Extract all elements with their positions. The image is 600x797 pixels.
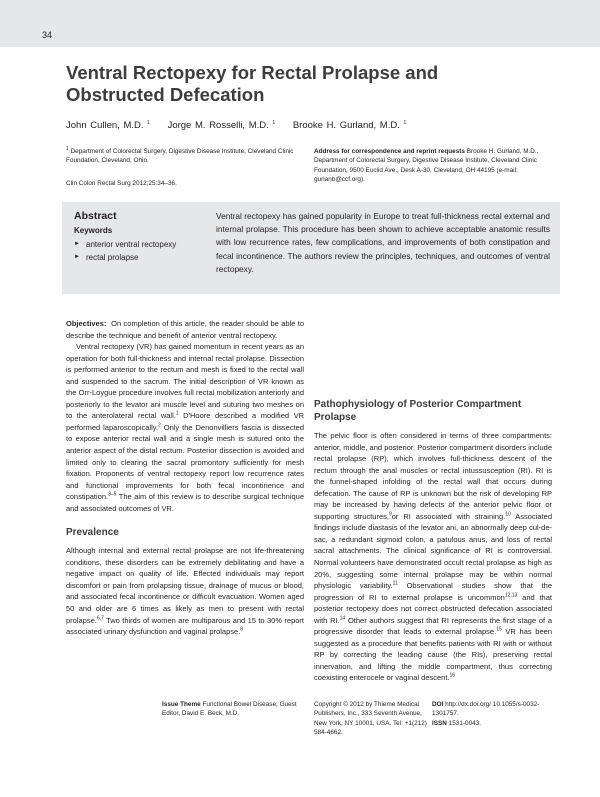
abstract-heading: Abstract <box>74 210 117 222</box>
author: Brooke H. Gurland, M.D. $^1$ <box>292 119 407 131</box>
section-heading-prevalence: Prevalence <box>66 527 119 539</box>
keywords-list <box>74 238 194 264</box>
section-heading-pathophysiology: Pathophysiology of Posterior Compartment Prolapse <box>314 399 522 423</box>
header-band <box>0 0 600 47</box>
copyright-notice: Copyright © 2012 by Thieme Medical Publishers, Inc., 333 Seventh Avenue, New York, NY 10001, USA. Tel: +1(212) 584-4662. <box>314 701 427 737</box>
objectives-paragraph: Objectives: On completion of this article, the reader should be able to describe the technique and benefit of anterior ventral rectopexy. <box>66 319 304 340</box>
author: John Cullen, M.D. $^1$ <box>66 119 150 131</box>
author-list <box>66 120 420 131</box>
doi-link[interactable]: http://dx.doi.org/ 10.1055/s-0032-1301757. <box>432 701 540 718</box>
article-title: Ventral Rectopexy for Rectal Prolapse and Obstructed Defecation <box>66 62 439 105</box>
doi-issn: DOI http://dx.doi.org/ 10.1055/s-0032-1301757. ISSN 1531-0043. <box>432 701 540 727</box>
keyword-item: ► rectal prolapse <box>74 251 194 264</box>
keyword-item: ► anterior ventral rectopexy <box>74 238 194 251</box>
body-column-right <box>314 398 552 684</box>
journal-citation: Clin Colon Rectal Surg 2012;25:34–36. <box>66 180 177 187</box>
author: Jorge M. Rosselli, M.D. $^1$ <box>167 119 276 131</box>
intro-paragraph: Ventral rectopexy (VR) has gained momentum in recent years as an operation for both full-thickness and internal rectal prolapse. Dissection is performed anterior to the rectum and mesh is fixed to the rectal wall and suspended to the sacrum. The initial description of VR known as the Orr-Loygue procedure involves full rectal mobilization anteriorly and posteriorly to the levator ani muscle level and suturing two meshes on to the anterolateral rectal wall.$^1$ D'Hoore described a modified VR performed laparoscopically.$^2$ Only the Denonvilliers fascia is dissected to expose anterior rectal wall and a single mesh is sutured onto the anterior aspect of the distal rectum. Posterior dissection is avoided and limited only to clearing the sacral promontory sufficiently for mesh fixation. Proponents of ventral rectopexy report low recurrence rates and functional improvements for both fecal incontinence and constipation.$^{3-5}$ The aim of this review is to describe surgical technique and associated outcomes of VR. <box>66 342 304 513</box>
prevalence-paragraph: Although internal and external rectal prolapse are not life-threatening conditions, these disorders can be extremely debilitating and have a negative impact on quality of life. Effected individuals may report discomfort or pain from prolapsing tissue, drainage of mucus or blood, and associated fecal incontinence or difficult evacuation. Women aged 50 and older are 6 times as likely as men to present with rectal prolapse.$^{6,7}$ Two thirds of women are multiparous and 15 to 30% report associated urinary dysfunction and vaginal prolapse.$^8$ <box>66 546 304 637</box>
affiliation: $^1$ Department of Colorectal Surgery, Digestive Disease Institute, Cleveland Clinic Foundation, Cleveland, Ohio. <box>66 145 294 165</box>
correspondence-address: Address for correspondence and reprint requests Brooke H. Gurland, M.D., Department of Colorectal Surgery, Digestive Disease Institute, Cleveland Clinic Foundation, 9500 Euclid Ave., Desk A-30, Cleveland, OH 44195 (e-mail: gurlanb@ccf.org). <box>314 148 539 184</box>
page-number: 34 <box>42 30 53 40</box>
pathophysiology-paragraph: The pelvic floor is often considered in terms of three compartments: anterior, middle, and posterior. Posterior compartment disorders include rectal prolapse (RP), which involves full-thickness descent of the rectum through the anal muscles or rectal intussusception (RI). RI is the funnel-shaped infolding of the rectal wall that occurs during defecation. The cause of RP is unknown but the risk of developing RP may be increased by having defects of the anterior pelvic floor or supporting structures,$^9$or RI associated with straining.$^{10}$ Associated findings include diastasis of the levator ani, an abnormally deep cul-de-sac, a redundant sigmoid colon, a patulous anus, and loss of rectal sacral attachments. The clinical significance of RI is controversial. Normal volunteers have demonstrated occult rectal prolapse as high as 20%, suggesting some internal prolapse may be within normal physiologic variability.$^{11}$ Observational studies show that the progression of RI to external prolapse is uncommon$^{12,13}$ and that posterior rectopexy does not correct obstructed defecation associated with RI.$^{14}$ Other authors suggest that RI represents the first stage of a progressive disorder that leads to external prolapse.$^{15}$ VR has been suggested as a procedure that benefits patients with RI with or without RP by correcting the leading cause (the RIs), preserving rectal innervation, and lifting the middle compartment, thus correcting coexisting enterocele or vaginal descent.$^{16}$ <box>314 431 552 683</box>
keywords-heading: Keywords <box>74 226 113 235</box>
abstract-text: Ventral rectopexy has gained popularity in Europe to treat full-thickness rectal external and internal prolapse. This procedure has been shown to achieve acceptable anatomic results with low recurrence rates, few complications, and improvements of both constipation and fecal incontinence. The authors review the principles, techniques, and outcomes of ventral rectopexy. <box>216 211 550 274</box>
issue-theme: Issue Theme Functional Bowel Disease; Guest Editor, David E. Beck, M.D. <box>162 701 297 718</box>
body-column-left <box>66 318 304 638</box>
